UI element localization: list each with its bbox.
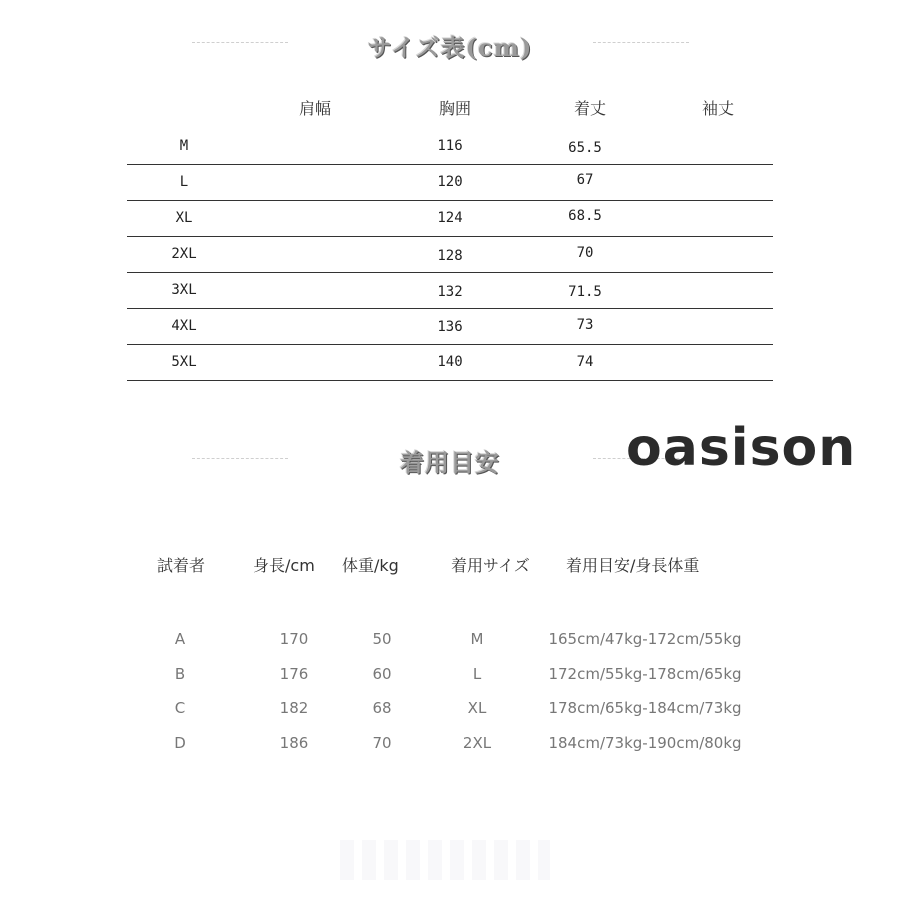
size-cell: XL xyxy=(175,210,193,226)
height-cell: 170 xyxy=(279,630,309,648)
length-cell: 67 xyxy=(576,172,594,188)
height-cell: 182 xyxy=(279,699,309,717)
table-row xyxy=(127,344,773,381)
wear-guide-title: 着用目安 xyxy=(400,448,500,477)
height-cell: 176 xyxy=(279,665,309,683)
guide-cell: 178cm/65kg-184cm/73kg xyxy=(548,699,742,717)
size-cell: L xyxy=(472,665,482,683)
size-cell: 2XL xyxy=(171,246,197,262)
guide-cell: 184cm/73kg-190cm/80kg xyxy=(548,734,742,752)
header-weight: 体重/kg xyxy=(342,556,399,575)
table-row xyxy=(127,236,773,273)
size-cell: 2XL xyxy=(462,734,492,752)
size-cell: 5XL xyxy=(171,354,197,370)
weight-cell: 70 xyxy=(372,734,392,752)
size-chart-title: サイズ表(cm) xyxy=(367,33,533,62)
guide-cell: 172cm/55kg-178cm/65kg xyxy=(548,665,742,683)
size-cell: L xyxy=(179,174,189,190)
length-cell: 65.5 xyxy=(568,140,602,156)
header-wear-size: 着用サイズ xyxy=(451,556,530,575)
size-cell: 4XL xyxy=(171,318,197,334)
height-cell: 186 xyxy=(279,734,309,752)
faint-artifact xyxy=(340,840,550,880)
size-cell: 3XL xyxy=(171,282,197,298)
header-shoulder: 肩幅 xyxy=(298,99,331,118)
chest-cell: 136 xyxy=(437,319,463,335)
header-sleeve: 袖丈 xyxy=(701,99,734,118)
table-row xyxy=(127,164,773,201)
brand-logo: oasison xyxy=(626,418,857,478)
chest-cell: 132 xyxy=(437,284,463,300)
size-cell: M xyxy=(179,138,189,154)
chest-cell: 140 xyxy=(437,354,463,370)
header-model: 試着者 xyxy=(157,556,206,575)
model-cell: C xyxy=(174,699,186,717)
guide-cell: 165cm/47kg-172cm/55kg xyxy=(548,630,742,648)
chest-cell: 120 xyxy=(437,174,463,190)
header-chest: 胸囲 xyxy=(438,99,471,118)
header-height: 身長/cm xyxy=(253,556,315,575)
table-row xyxy=(127,308,773,345)
model-cell: A xyxy=(174,630,186,648)
weight-cell: 60 xyxy=(372,665,392,683)
chest-cell: 124 xyxy=(437,210,463,226)
model-cell: D xyxy=(174,734,186,752)
table-row xyxy=(127,128,773,165)
length-cell: 71.5 xyxy=(568,284,602,300)
weight-cell: 50 xyxy=(372,630,392,648)
model-cell: B xyxy=(174,665,186,683)
header-length: 着丈 xyxy=(573,99,606,118)
chest-cell: 128 xyxy=(437,248,463,264)
length-cell: 70 xyxy=(576,245,594,261)
size-cell: XL xyxy=(467,699,487,717)
length-cell: 73 xyxy=(576,317,594,333)
weight-cell: 68 xyxy=(372,699,392,717)
header-guide: 着用目安/身長体重 xyxy=(566,556,700,575)
table-row xyxy=(127,200,773,237)
length-cell: 74 xyxy=(576,354,594,370)
table-row xyxy=(127,272,773,309)
chest-cell: 116 xyxy=(437,138,463,154)
size-cell: M xyxy=(470,630,484,648)
length-cell: 68.5 xyxy=(568,208,602,224)
